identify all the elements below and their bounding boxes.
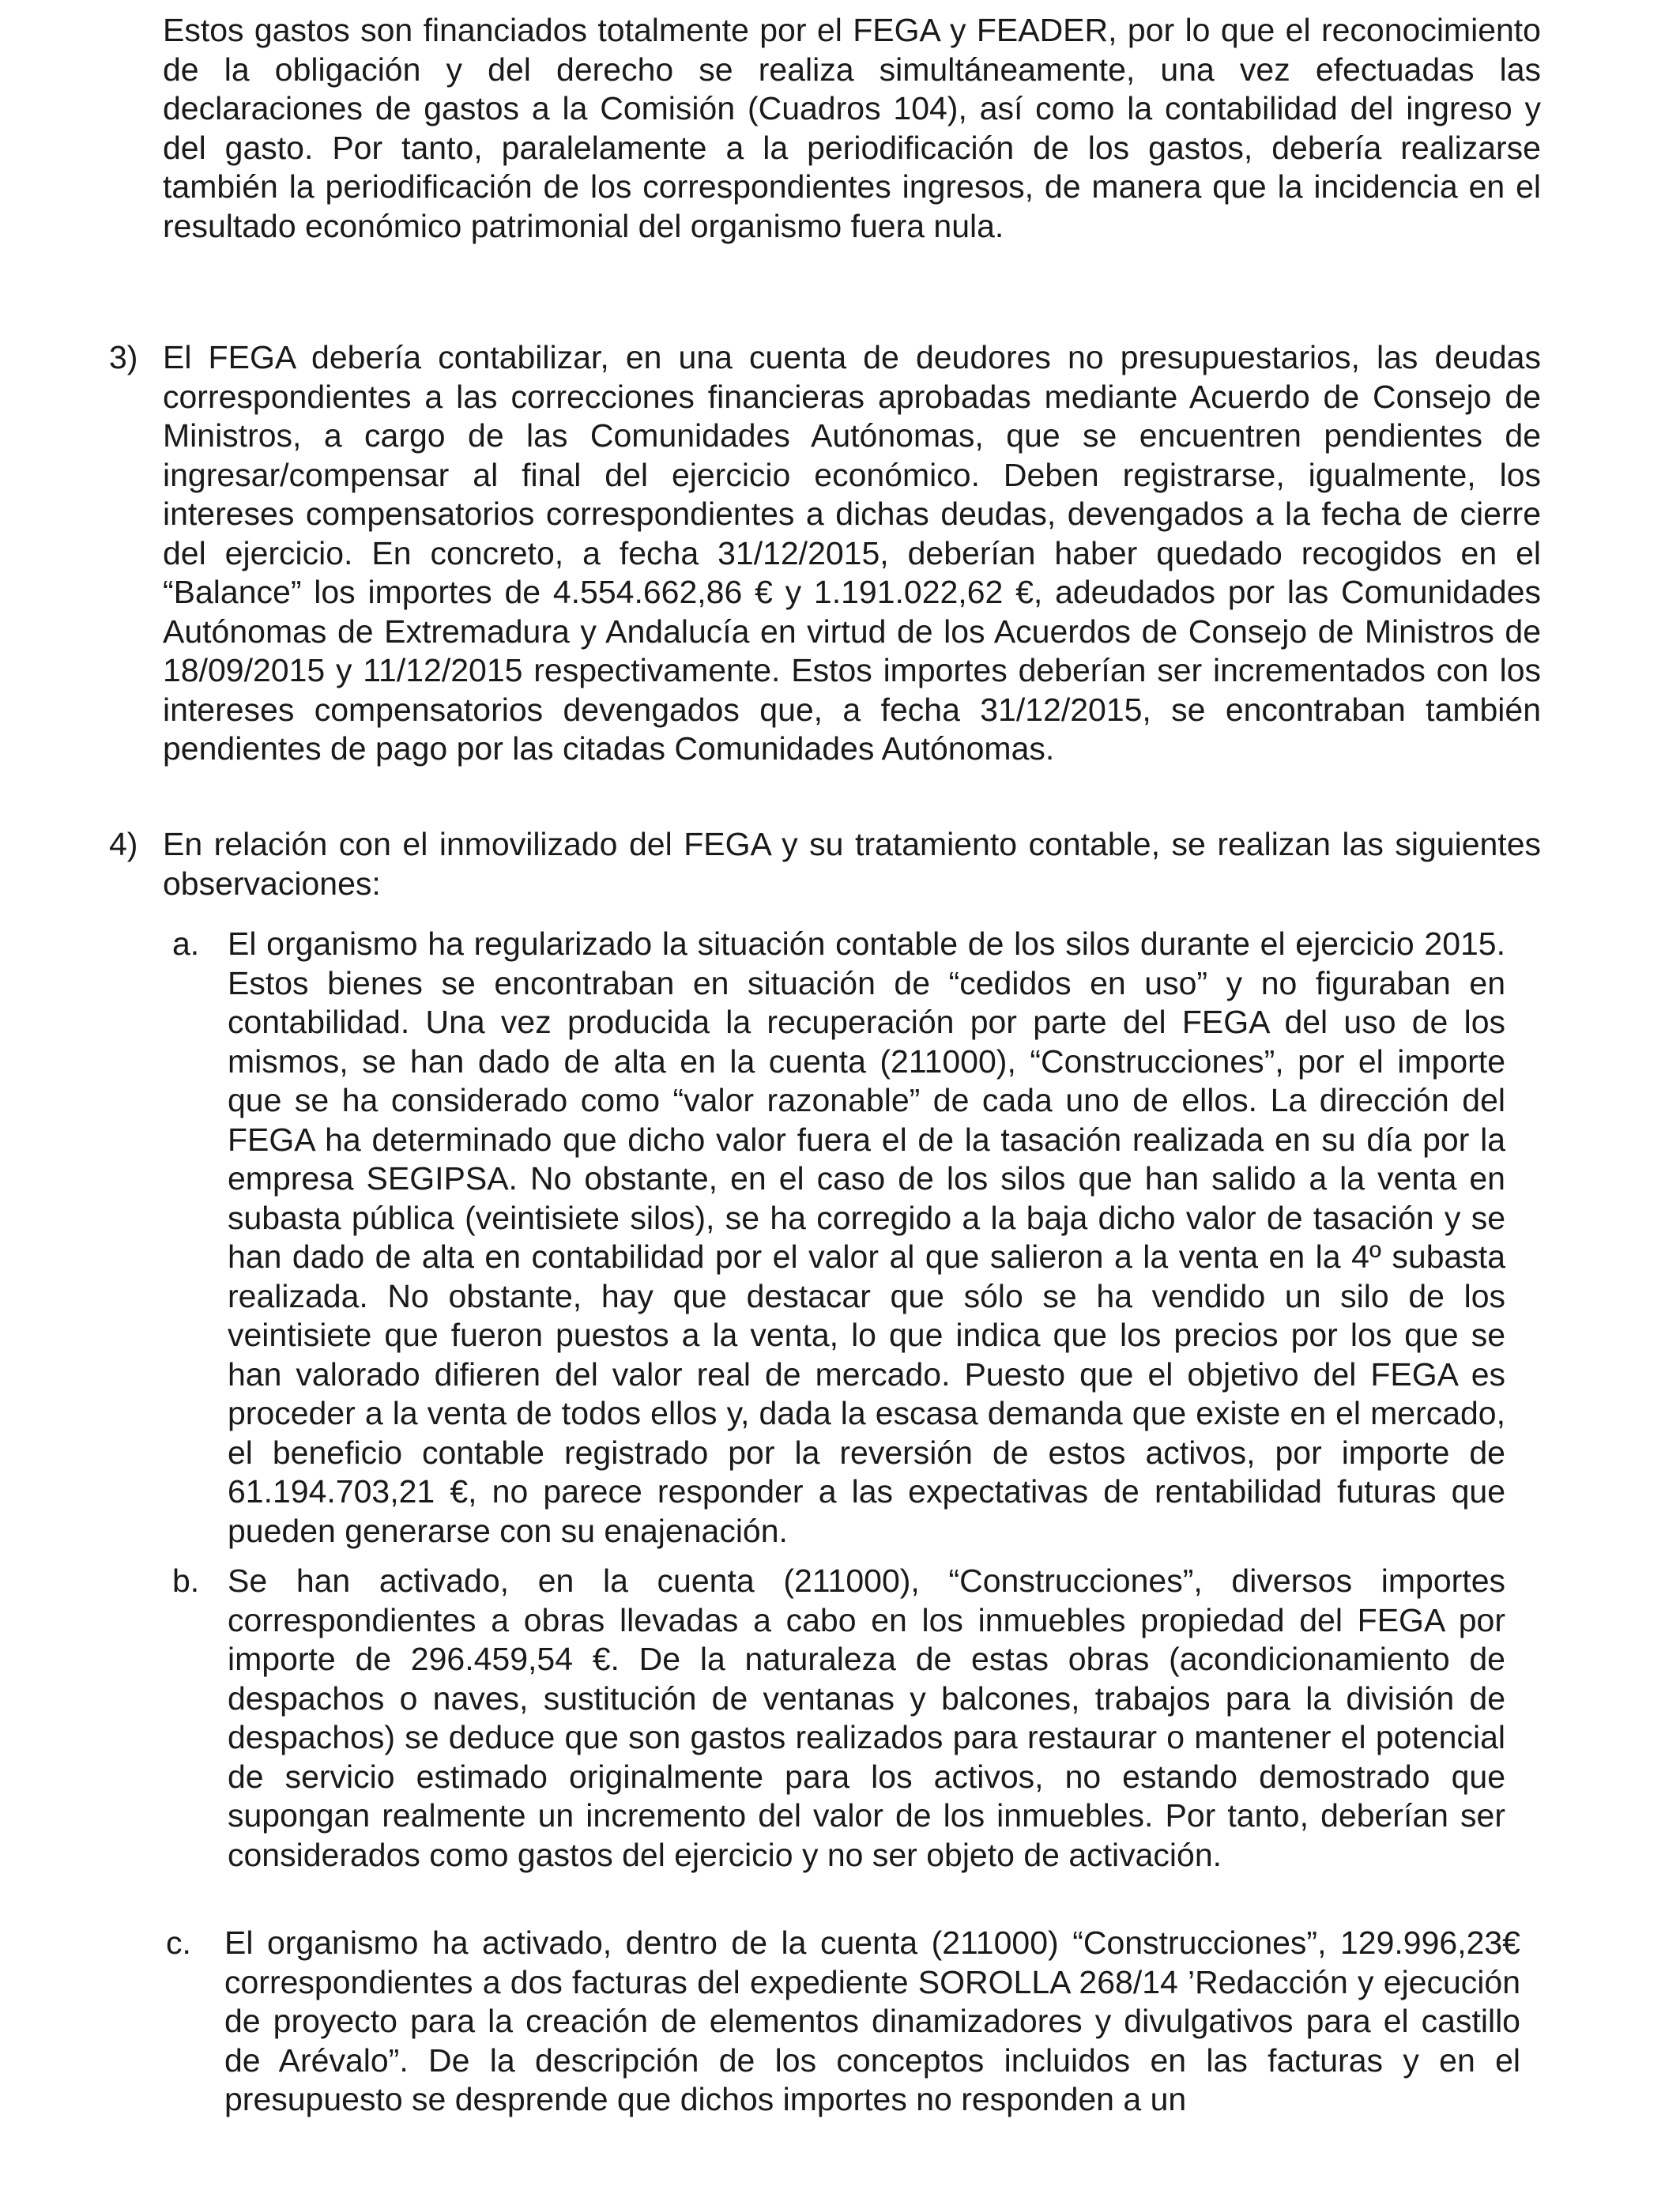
list-item-3: El FEGA debería contabilizar, en una cuenta de deudores no presupuestarios, las deudas correspondientes a las correcciones financieras aprobadas mediante Acuerdo de Consejo de Ministros, a cargo de las Comunidades Autónomas, que se encuentren pendientes de ingresar/compensar al final del ejercicio económico. Deben registrarse, igualmente, los intereses compensatorios correspondientes a dichas deudas, devengados a la fecha de cierre del ejercicio. En concreto, a fecha 31/12/2015, deberían haber quedado recogidos en el “Balance” los importes de 4.554.662,86 € y 1.191.022,62 €, adeudados por las Comunidades Autónomas de Extremadura y Andalucía en virtud de los Acuerdos de Consejo de Ministros de 18/09/2015 y 11/12/2015 respectivamente. Estos importes deberían ser incrementados con los intereses compensatorios devengados que, a fecha 31/12/2015, se encontraban también pendientes de pago por las citadas Comunidades Autónomas. [163,339,1541,767]
sublist-marker-a: a. [172,925,200,962]
sublist-item-c: El organismo ha activado, dentro de la cuenta (211000) “Construcciones”, 129.996,23€ correspondientes a dos facturas del expediente SOROLLA 268/14 ’Redacción y ejecución de proyecto para la creación de elementos dinamizadores y divulgativos para el castillo de Arévalo”. De la descripción de los conceptos incluidos en las facturas y en el presupuesto se desprende que dichos importes no responden a un [224,1924,1520,2117]
sublist-marker-c: c. [166,1924,191,1961]
sublist-item-b: Se han activado, en la cuenta (211000), “Construcciones”, diversos importes correspondientes a obras llevadas a cabo en los inmuebles propiedad del FEGA por importe de 296.459,54 €. De la naturaleza de estas obras (acondicionamiento de despachos o naves, sustitución de ventanas y balcones, trabajos para la división de despachos) se deduce que son gastos realizados para restaurar o mantener el potencial de servicio estimado originalmente para los activos, no estando demostrado que supongan realmente un incremento del valor de los inmuebles. Por tanto, deberían ser considerados como gastos del ejercicio y no ser objeto de activación. [228,1563,1505,1873]
paragraph-intro: Estos gastos son financiados totalmente por el FEGA y FEADER, por lo que el reconocimiento de la obligación y del derecho se realiza simultáneamente, una vez efectuadas las declaraciones de gastos a la Comisión (Cuadros 104), así como la contabilidad del ingreso y del gasto. Por tanto, paralelamente a la periodificación de los gastos, debería realizarse también la periodificación de los correspondientes ingresos, de manera que la incidencia en el resultado económico patrimonial del organismo fuera nula. [163,12,1541,244]
sublist-item-a: El organismo ha regularizado la situación contable de los silos durante el ejercicio 2015. Estos bienes se encontraban en situación de “cedidos en uso” y no figuraban en contabilidad. Una vez producida la recuperación por parte del FEGA del uso de los mismos, se han dado de alta en la cuenta (211000), “Construcciones”, por el importe que se ha considerado como “valor razonable” de cada uno de ellos. La dirección del FEGA ha determinado que dicho valor fuera el de la tasación realizada en su día por la empresa SEGIPSA. No obstante, en el caso de los silos que han salido a la venta en subasta pública (veintisiete silos), se ha corregido a la baja dicho valor de tasación y se han dado de alta en contabilidad por el valor al que salieron a la venta en la 4º subasta realizada. No obstante, hay que destacar que sólo se ha vendido un silo de los veintisiete que fueron puestos a la venta, lo que indica que los precios por los que se han valorado difieren del valor real de mercado. Puesto que el objetivo del FEGA es proceder a la venta de todos ellos y, dada la escasa demanda que existe en el mercado, el beneficio contable registrado por la reversión de estos activos, por importe de 61.194.703,21 €, no parece responder a las expectativas de rentabilidad futuras que pueden generarse con su enajenación. [228,925,1505,1549]
sublist-marker-b: b. [172,1563,200,1599]
list-marker-4: 4) [109,826,138,862]
list-item-4: En relación con el inmovilizado del FEGA y su tratamiento contable, se realizan las siguientes observaciones: [163,826,1541,902]
list-marker-3: 3) [109,339,138,375]
